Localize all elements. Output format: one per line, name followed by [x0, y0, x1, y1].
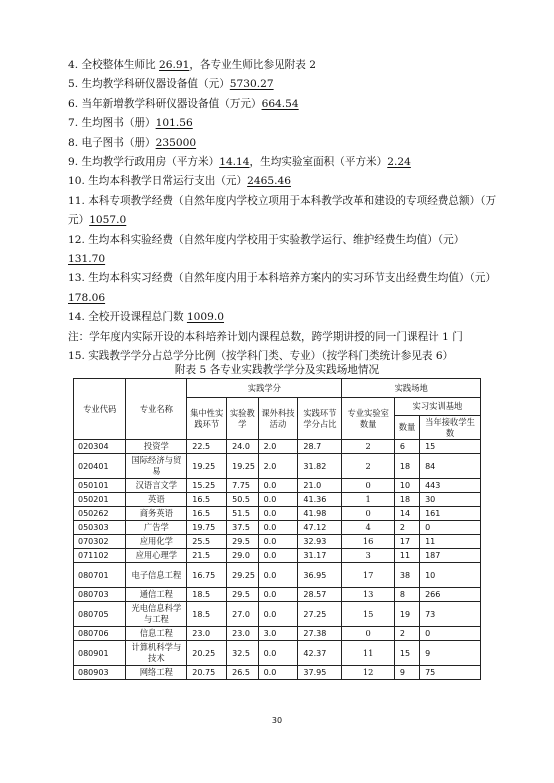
cell-name: 广告学: [126, 521, 187, 535]
cell-c4: 47.12: [298, 521, 342, 535]
header-ratio: 实践环节学分占比: [298, 398, 342, 440]
header-extracurricular: 课外科技活动: [258, 398, 298, 440]
cell-c7: 443: [420, 479, 481, 493]
cell-c7: 187: [420, 549, 481, 563]
cell-c3: 0.0: [258, 493, 298, 507]
cell-c3: 0.0: [258, 479, 298, 493]
cell-c5: 0: [342, 627, 394, 641]
cell-c1: 16.5: [187, 507, 227, 521]
header-base-group: 实习实训基地: [394, 398, 480, 416]
cell-c3: 0.0: [258, 588, 298, 602]
cell-c4: 41.98: [298, 507, 342, 521]
cell-c5: 3: [342, 549, 394, 563]
cell-c2: 37.5: [227, 521, 258, 535]
header-name: 专业名称: [126, 379, 187, 440]
cell-c5: 15: [342, 602, 394, 627]
cell-c6: 11: [394, 549, 419, 563]
table-row: [74, 549, 481, 563]
cell-code: 080903: [74, 666, 126, 680]
stat-item: [68, 134, 500, 153]
cell-c3: 0.0: [258, 641, 298, 666]
cell-c3: 0.0: [258, 521, 298, 535]
cell-name: 信息工程: [126, 627, 187, 641]
cell-c7: 30: [420, 493, 481, 507]
stat-value: 178.06: [68, 291, 106, 304]
cell-c3: 0.0: [258, 602, 298, 627]
cell-c2: 29.0: [227, 549, 258, 563]
cell-c1: 25.5: [187, 535, 227, 549]
table-body: [74, 440, 481, 680]
stat-label: 8. 电子图书（册）: [68, 136, 156, 149]
stat-value: 26.91: [159, 59, 190, 71]
stat-item: [68, 172, 500, 191]
cell-c7: 9: [420, 641, 481, 666]
cell-c6: 19: [394, 602, 419, 627]
cell-c4: 36.95: [298, 563, 342, 588]
cell-c6: 38: [394, 563, 419, 588]
stat-value: 235000: [155, 136, 197, 149]
stat-value: 1057.0: [89, 214, 127, 227]
cell-c4: 32.93: [298, 535, 342, 549]
header-code: 专业代码: [74, 379, 126, 440]
cell-c7: 75: [420, 666, 481, 680]
table-row: [74, 440, 481, 454]
cell-c2: 32.5: [227, 641, 258, 666]
cell-c1: 15.25: [187, 479, 227, 493]
cell-c4: 42.37: [298, 641, 342, 666]
cell-c5: 1: [342, 493, 394, 507]
cell-c3: 0.0: [258, 535, 298, 549]
cell-c4: 37.95: [298, 666, 342, 680]
cell-c6: 18: [394, 493, 419, 507]
statistics-list: [68, 56, 500, 367]
cell-c6: 18: [394, 454, 419, 479]
table-row: [74, 588, 481, 602]
cell-c5: 17: [342, 563, 394, 588]
cell-c2: 19.25: [227, 454, 258, 479]
cell-c1: 21.5: [187, 549, 227, 563]
cell-code: 080901: [74, 641, 126, 666]
cell-code: 080705: [74, 602, 126, 627]
cell-c3: 0.0: [258, 549, 298, 563]
cell-code: 020304: [74, 440, 126, 454]
cell-c3: 2.0: [258, 454, 298, 479]
table-row: [74, 479, 481, 493]
cell-c1: 20.75: [187, 666, 227, 680]
cell-name: 投资学: [126, 440, 187, 454]
table-row: [74, 666, 481, 680]
header-site-group: 实践场地: [342, 379, 481, 398]
cell-c7: 73: [420, 602, 481, 627]
cell-c1: 16.5: [187, 493, 227, 507]
cell-c1: 23.0: [187, 627, 227, 641]
cell-c2: 24.0: [227, 440, 258, 454]
cell-c7: 0: [420, 521, 481, 535]
stat-label: ，各专业生师比参见附表 2: [189, 59, 316, 71]
cell-c1: 18.5: [187, 588, 227, 602]
header-base-students: 当年接收学生数: [420, 416, 481, 440]
stat-item: [68, 328, 500, 347]
stat-value: 1009.0: [186, 311, 225, 324]
cell-c7: 161: [420, 507, 481, 521]
cell-c4: 28.57: [298, 588, 342, 602]
cell-name: 商务英语: [126, 507, 187, 521]
cell-c7: 15: [420, 440, 481, 454]
cell-c7: 10: [420, 563, 481, 588]
stat-label: 13. 生均本科实习经费（自然年度内用于本科培养方案内的实习环节支出经费生均值）（元）: [68, 272, 497, 285]
page-number: 30: [271, 716, 283, 725]
table-row: [74, 627, 481, 641]
cell-c1: 20.25: [187, 641, 227, 666]
stat-label: 7. 生均图书（册）: [68, 117, 156, 130]
cell-name: 国际经济与贸易: [126, 454, 187, 479]
cell-c7: 266: [420, 588, 481, 602]
cell-c2: 29.5: [227, 535, 258, 549]
table-row: [74, 454, 481, 479]
table-row: [74, 641, 481, 666]
table-row: [74, 521, 481, 535]
cell-code: 080703: [74, 588, 126, 602]
cell-c6: 9: [394, 666, 419, 680]
table-row: [74, 507, 481, 521]
cell-c1: 19.25: [187, 454, 227, 479]
cell-c2: 50.5: [227, 493, 258, 507]
stat-item: [68, 269, 500, 308]
stat-value: 5730.27: [229, 78, 274, 91]
cell-c3: 0.0: [258, 507, 298, 521]
cell-name: 通信工程: [126, 588, 187, 602]
cell-c6: 2: [394, 521, 419, 535]
cell-c3: 3.0: [258, 627, 298, 641]
table-row: [74, 563, 481, 588]
cell-code: 020401: [74, 454, 126, 479]
cell-c2: 27.0: [227, 602, 258, 627]
table-caption: 附表 5 各专业实践教学学分及实践场地情况: [174, 364, 380, 376]
cell-c4: 21.0: [298, 479, 342, 493]
cell-c6: 10: [394, 479, 419, 493]
stat-label: 11. 本科专项教学经费（自然年度内学校立项用于本科教学改革和建设的专项经费总额）（万元）: [68, 194, 497, 227]
cell-c5: 12: [342, 666, 394, 680]
stat-value: 101.56: [155, 117, 193, 130]
cell-c1: 19.75: [187, 521, 227, 535]
stat-item: [68, 192, 500, 231]
cell-c5: 0: [342, 479, 394, 493]
cell-name: 网络工程: [126, 666, 187, 680]
cell-c4: 27.38: [298, 627, 342, 641]
stat-item: [68, 75, 500, 94]
table-row: [74, 602, 481, 627]
cell-c1: 22.5: [187, 440, 227, 454]
stat-value: 664.54: [261, 97, 299, 110]
cell-c4: 27.25: [298, 602, 342, 627]
cell-c6: 6: [394, 440, 419, 454]
cell-c6: 8: [394, 588, 419, 602]
cell-c2: 29.5: [227, 588, 258, 602]
header-base-count: 数量: [394, 416, 419, 440]
cell-c4: 28.7: [298, 440, 342, 454]
cell-c6: 15: [394, 641, 419, 666]
cell-code: 050201: [74, 493, 126, 507]
stat-item: [68, 56, 500, 75]
table-row: [74, 493, 481, 507]
cell-name: 英语: [126, 493, 187, 507]
cell-c2: 7.75: [227, 479, 258, 493]
cell-c7: 11: [420, 535, 481, 549]
stat-value: 131.70: [68, 253, 106, 266]
cell-c5: 0: [342, 507, 394, 521]
cell-c7: 84: [420, 454, 481, 479]
cell-c5: 4: [342, 521, 394, 535]
stat-item: [68, 95, 500, 114]
cell-code: 050303: [74, 521, 126, 535]
cell-name: 应用心理学: [126, 549, 187, 563]
cell-code: 080701: [74, 563, 126, 588]
cell-c3: 0.0: [258, 563, 298, 588]
stat-label: 4. 全校整体生师比: [68, 59, 159, 71]
cell-c1: 16.75: [187, 563, 227, 588]
cell-c6: 14: [394, 507, 419, 521]
cell-name: 光电信息科学与工程: [126, 602, 187, 627]
header-labs: 专业实验室数量: [342, 398, 394, 440]
cell-c6: 2: [394, 627, 419, 641]
stat-label: 15. 实践教学学分占总学分比例（按学科门类、专业）（按学科门类统计参见表 6）: [68, 350, 454, 363]
cell-name: 计算机科学与技术: [126, 641, 187, 666]
stat-value: 2.24: [387, 156, 411, 169]
stat-item: [68, 231, 500, 270]
stat-label: 5. 生均教学科研仪器设备值（元）: [68, 78, 230, 91]
practice-credit-table: [73, 378, 481, 680]
cell-code: 071102: [74, 549, 126, 563]
cell-name: 电子信息工程: [126, 563, 187, 588]
stat-label: 9. 生均教学行政用房（平方米）: [68, 156, 220, 169]
stat-label: ，生均实验室面积（平方米）: [249, 156, 388, 169]
cell-c2: 23.0: [227, 627, 258, 641]
table-header: [74, 379, 481, 440]
cell-c2: 29.25: [227, 563, 258, 588]
stat-label: 6. 当年新增教学科研仪器设备值（万元）: [68, 97, 262, 110]
cell-name: 应用化学: [126, 535, 187, 549]
cell-code: 080706: [74, 627, 126, 641]
stat-label: 注：学年度内实际开设的本科培养计划内课程总数，跨学期讲授的同一门课程计 1 门: [68, 330, 463, 343]
cell-c4: 31.17: [298, 549, 342, 563]
stat-item: [68, 153, 500, 172]
stat-item: [68, 308, 500, 327]
stat-label: 10. 生均本科教学日常运行支出（元）: [68, 175, 248, 188]
stat-label: 12. 生均本科实验经费（自然年度内学校用于实验教学运行、维护经费生均值）（元）: [68, 233, 465, 246]
cell-c4: 31.82: [298, 454, 342, 479]
cell-c7: 0: [420, 627, 481, 641]
cell-c3: 2.0: [258, 440, 298, 454]
header-credit-group: 实践学分: [187, 379, 342, 398]
stat-label: 14. 全校开设课程总门数: [68, 311, 187, 324]
header-experiment: 实验教学: [227, 398, 258, 440]
cell-c2: 26.5: [227, 666, 258, 680]
table-row: [74, 535, 481, 549]
cell-c5: 13: [342, 588, 394, 602]
header-concentrated: 集中性实践环节: [187, 398, 227, 440]
cell-c3: 0.0: [258, 666, 298, 680]
cell-code: 050262: [74, 507, 126, 521]
cell-code: 070302: [74, 535, 126, 549]
stat-value: 2465.46: [247, 175, 291, 188]
cell-c5: 16: [342, 535, 394, 549]
stat-item: [68, 114, 500, 133]
cell-c2: 51.5: [227, 507, 258, 521]
cell-name: 汉语言文学: [126, 479, 187, 493]
cell-c5: 2: [342, 440, 394, 454]
cell-c1: 18.5: [187, 602, 227, 627]
cell-c5: 2: [342, 454, 394, 479]
cell-c4: 41.36: [298, 493, 342, 507]
cell-c6: 17: [394, 535, 419, 549]
stat-value: 14.14: [219, 156, 250, 169]
cell-code: 050101: [74, 479, 126, 493]
cell-c5: 11: [342, 641, 394, 666]
